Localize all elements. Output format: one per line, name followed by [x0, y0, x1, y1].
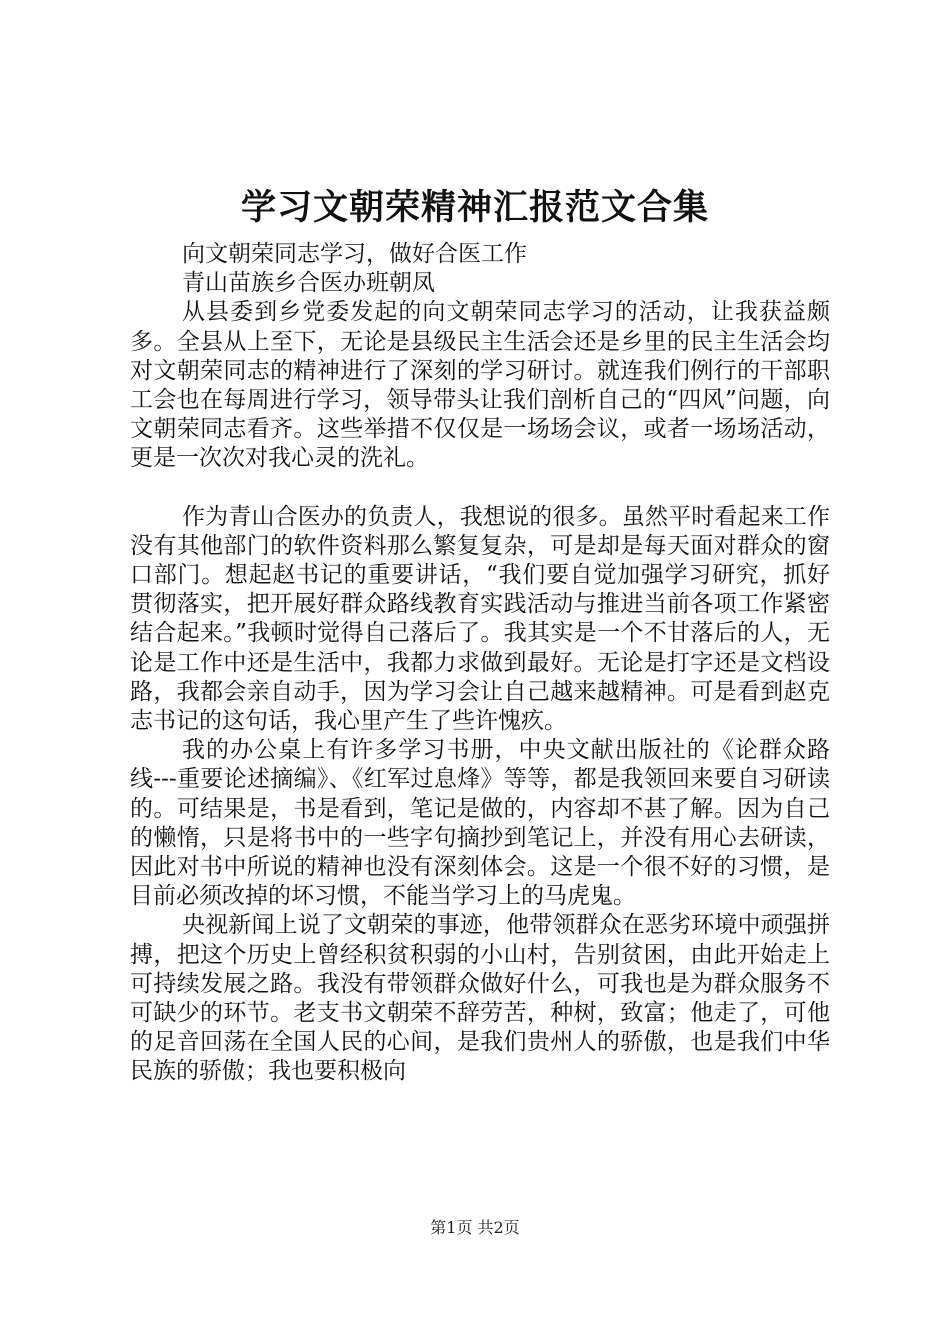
paragraph-2: 作为青山合医办的负责人，我想说的很多。虽然平时看起来工作没有其他部门的软件资料那么繁复复杂，可是却是每天面对群众的窗口部门。想起赵书记的重要讲话，“我们要自觉加强学习研究，抓好贯彻落实，把开展好群众路线教育实践活动与推进当前各项工作紧密结合起来。”我顿时觉得自己落后了。我其实是一个不甘落后的人，无论是工作中还是生活中，我都力求做到最好。无论是打字还是文档设路，我都会亲自动手，因为学习会让自己越来越精神。可是看到赵克志书记的这句话，我心里产生了些许愧疚。	[130, 503, 830, 735]
paragraph-spacer	[130, 474, 830, 503]
document-subtitle: 向文朝荣同志学习，做好合医工作	[182, 241, 527, 267]
paragraph-1: 从县委到乡党委发起的向文朝荣同志学习的活动，让我获益颇多。全县从上至下，无论是县级民主生活会还是乡里的民主生活会均对文朝荣同志的精神进行了深刻的学习研讨。就连我们例行的干部职工会也在每周进行学习，领导带头让我们剖析自己的“四风”问题，向文朝荣同志看齐。这些举措不仅仅是一场场会议，或者一场场活动，更是一次次对我心灵的洗礼。	[130, 299, 830, 472]
document-body	[130, 240, 830, 1087]
paragraph-4: 央视新闻上说了文朝荣的事迹，他带领群众在恶劣环境中顽强拼搏，把这个历史上曾经积贫积弱的小山村，告别贫困，由此开始走上可持续发展之路。我没有带领群众做好什么，可我也是为群众服务不可缺少的环节。老支书文朝荣不辞劳苦，种树，致富；他走了，可他的足音回荡在全国人民的心间，是我们贵州人的骄傲，也是我们中华民族的骄傲；我也要积极向	[130, 912, 830, 1085]
page-footer: 第1页 共2页	[430, 1218, 520, 1237]
document-author: 青山苗族乡合医办班朝凤	[182, 270, 435, 297]
paragraph-3: 我的办公桌上有许多学习书册，中央文献出版社的《论群众路线---重要论述摘编》、《红军过息烽》等等，都是我领回来要自习研读的。可结果是，书是看到，笔记是做的，内容却不甚了解。因为自己的懒惰，只是将书中的一些字句摘抄到笔记上，并没有用心去研读，因此对书中所说的精神也没有深刻体会。这是一个很不好的习惯，是目前必须改掉的坏习惯，不能当学习上的马虎鬼。	[130, 737, 830, 910]
document-title: 学习文朝荣精神汇报范文合集	[240, 187, 709, 228]
